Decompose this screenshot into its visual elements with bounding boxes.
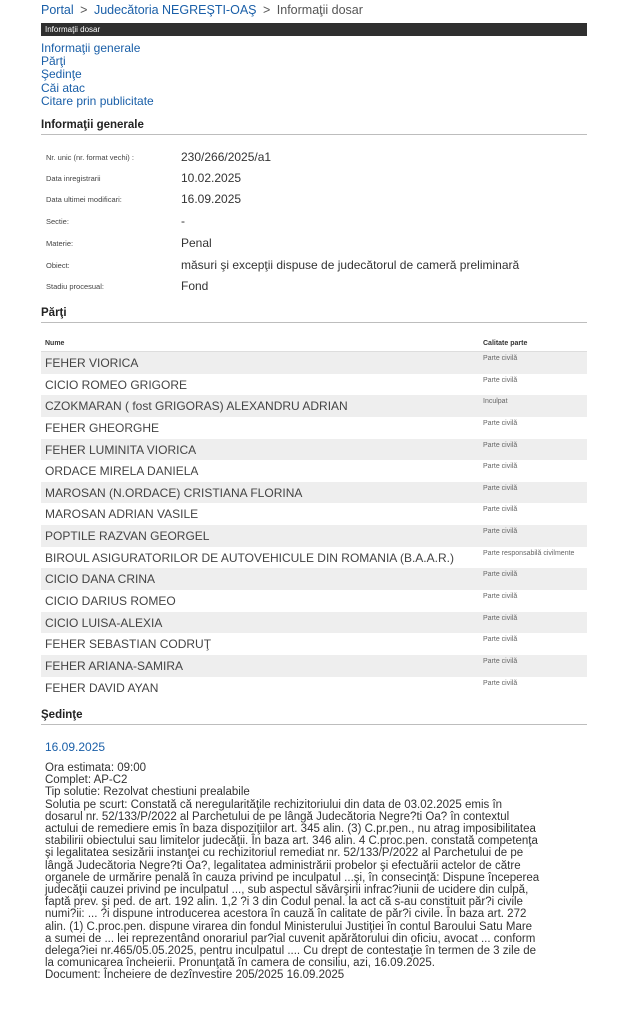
section-title-informatii-generale: Informaţii generale [41, 119, 587, 135]
sedinta-line: numi?ii: ... ?i dispune introducerea acestora în cauză în calitate de păr?i civile. În baza art. 272 [45, 908, 527, 921]
party-name: CICIO LUISA-ALEXIA [45, 615, 163, 630]
breadcrumb-separator: > [262, 3, 271, 17]
sedinta-line: actului de remediere emis în baza dispoziţiilor art. 345 alin. (3) C.pr.pen., nu atrag imposibilitatea [45, 823, 536, 836]
sedinta-details [45, 762, 590, 982]
party-role: Parte civilă [483, 571, 518, 579]
party-name: POPTILE RAZVAN GEORGEL [45, 529, 210, 544]
breadcrumb-current: Informaţii dosar [276, 3, 363, 17]
sedinta-line: Ora estimata: 09:00 [45, 762, 146, 774]
party-name: BIROUL ASIGURATORILOR DE AUTOVEHICULE DIN ROMANIA (B.A.A.R.) [45, 550, 454, 565]
info-row-stadiu-procesual [46, 279, 586, 299]
sedinta-line: şi legalitatea sesizării instanţei cu rechizitoriul remediat nr. 52/133/P/2022 al Parchetului de pe [45, 847, 524, 860]
table-row [41, 547, 587, 569]
column-header-nume: Nume [45, 340, 65, 347]
table-row [41, 525, 587, 547]
nav-link-parti[interactable]: Părţi [41, 54, 66, 69]
info-value: măsuri şi excepţii dispuse de judecătorul de cameră preliminară [181, 258, 520, 272]
sedinta-line: Complet: AP-C2 [45, 774, 128, 787]
party-role: Parte civilă [483, 463, 518, 471]
info-value: Penal [181, 236, 212, 250]
table-row [41, 374, 587, 396]
party-role: Parte civilă [483, 636, 518, 644]
table-row [41, 395, 587, 417]
breadcrumb-court-link[interactable]: Judecătoria NEGREŞTI-OAŞ [93, 3, 257, 17]
info-value: 16.09.2025 [181, 192, 242, 206]
info-label: Materie: [46, 239, 74, 248]
sedinta-line: stabilirii obiectului sau limitelor judecăţii. În baza art. 346 alin. 4 C.proc.pen. constată competenţa [45, 835, 538, 848]
nav-link-citare-publicitate[interactable]: Citare prin publicitate [41, 93, 154, 108]
info-row-data-modificari [46, 192, 586, 212]
breadcrumb-portal-link[interactable]: Portal [41, 3, 74, 17]
party-role: Parte civilă [483, 506, 518, 514]
info-row-sectie [46, 214, 586, 234]
party-name: MAROSAN (N.ORDACE) CRISTIANA FLORINA [45, 485, 303, 500]
party-role: Parte civilă [483, 419, 518, 427]
table-row [41, 633, 587, 655]
party-name: CZOKMARAN ( fost GRIGORAS) ALEXANDRU ADRIAN [45, 399, 348, 414]
party-role: Parte civilă [483, 657, 518, 665]
section-header-label: Informaţii dosar [45, 25, 101, 34]
info-label: Sectie: [46, 217, 69, 226]
party-name: FEHER DAVID AYAN [45, 680, 159, 695]
table-row [41, 568, 587, 590]
table-row [41, 352, 587, 374]
info-value: 10.02.2025 [181, 171, 242, 185]
sedinta-line: lângă Judecătoria Negre?ti Oa?, legalitatea administrării probelor şi efectuării actelor de către [45, 859, 521, 872]
sedinta-line: la comunicarea încheierii. Pronunţată în camera de consiliu, azi, 16.09.2025. [45, 957, 435, 970]
section-title-parti: Părţi [41, 307, 587, 323]
sedinta-line: a sumei de ... lei reprezentând onorariul par?ial cuvenit apărătorului din oficiu, avocat ... conform [45, 932, 536, 945]
info-value: Fond [181, 279, 209, 293]
party-role: Parte civilă [483, 593, 518, 601]
party-role: Inculpat [483, 398, 508, 406]
party-role: Parte civilă [483, 484, 518, 492]
sedinta-document[interactable]: Document: Încheiere de dezînvestire 205/2025 16.09.2025 [45, 969, 345, 982]
nav-link-sedinte[interactable]: Şedinţe [41, 67, 82, 82]
party-name: FEHER GHEORGHE [45, 420, 160, 435]
info-label: Stadiu procesual: [46, 282, 104, 291]
table-row [41, 590, 587, 612]
section-header-bar [41, 23, 587, 36]
party-role: Parte civilă [483, 355, 518, 362]
info-label: Data ultimei modificari: [46, 195, 122, 204]
breadcrumb [41, 3, 363, 17]
sedinta-line: Solutia pe scurt: Constată că neregularităţile rechizitoriului din data de 03.02.2025 emis în [45, 798, 503, 811]
table-row [41, 612, 587, 634]
sedinta-line: delega?iei nr.465/05.05.2025, pentru inculpatul .... Cu drept de contestaţie în termen de 3 zile de [45, 945, 537, 958]
info-label: Data inregistrarii [46, 174, 101, 183]
party-role: Parte civilă [483, 679, 518, 687]
sedinta-line: dosarul nr. 52/133/P/2022 al Parchetului de pe lângă Judecătoria Negre?ti Oa? în contextul [45, 810, 510, 823]
section-title-sedinte: Şedinţe [41, 709, 587, 725]
info-row-obiect [46, 258, 586, 278]
info-label: Nr. unic (nr. format vechi) : [46, 153, 134, 162]
info-row-data-inregistrarii [46, 171, 586, 191]
parti-table-header [41, 337, 587, 352]
party-name: FEHER LUMINITA VIORICA [45, 442, 197, 457]
info-value: 230/266/2025/a1 [181, 150, 272, 164]
table-row [41, 460, 587, 482]
sedinta-date: 16.09.2025 [45, 740, 106, 754]
table-row [41, 482, 587, 504]
party-role: Parte responsabilă civilmente [483, 549, 575, 557]
table-row [41, 655, 587, 677]
sedinta-line: alin. (1) C.proc.pen. dispune virarea din fondul Ministerului Justiţiei în contul Baroului Satu Mare [45, 920, 533, 933]
table-row [41, 503, 587, 525]
party-name: CICIO DARIUS ROMEO [45, 594, 176, 609]
party-role: Parte civilă [483, 441, 518, 449]
sedinta-line: judecăţii cauzei privind pe inculpatul ..., sub aspectul săvârşirii infrac?iunii de ucidere din culpă, [45, 884, 529, 897]
column-header-calitate: Calitate parte [483, 340, 528, 347]
info-label: Obiect: [46, 261, 70, 270]
party-name: FEHER VIORICA [45, 356, 139, 370]
page-nav [41, 42, 154, 108]
table-row [41, 439, 587, 461]
party-name: CICIO DANA CRINA [45, 572, 156, 587]
sedinta-line: faptă prev. şi ped. de art. 192 alin. 1,2 ?i 3 din Codul penal. la act că s-au constituit păr?i civile [45, 896, 523, 909]
parti-table [41, 352, 587, 698]
party-name: ORDACE MIRELA DANIELA [45, 464, 199, 479]
party-role: Parte civilă [483, 614, 518, 622]
table-row [41, 677, 587, 699]
breadcrumb-separator: > [80, 3, 88, 17]
info-row-nr-unic [46, 150, 586, 170]
party-role: Parte civilă [483, 528, 518, 536]
sedinta-line: organele de urmărire penală în cauza privind pe inculpatul ...şi, în consecinţă: Dispune începerea [45, 871, 540, 884]
info-value: - [181, 214, 185, 228]
info-row-materie [46, 236, 586, 256]
table-row [41, 417, 587, 439]
nav-link-informatii-generale[interactable]: Informaţii generale [41, 41, 141, 55]
sedinta-line: Tip solutie: Rezolvat chestiuni prealabile [45, 786, 250, 799]
party-name: FEHER SEBASTIAN CODRUŢ [45, 637, 212, 652]
party-name: CICIO ROMEO GRIGORE [45, 377, 188, 392]
party-name: FEHER ARIANA-SAMIRA [45, 658, 184, 673]
nav-link-cai-atac[interactable]: Căi atac [41, 80, 86, 95]
party-name: MAROSAN ADRIAN VASILE [45, 507, 199, 522]
party-role: Parte civilă [483, 376, 518, 384]
